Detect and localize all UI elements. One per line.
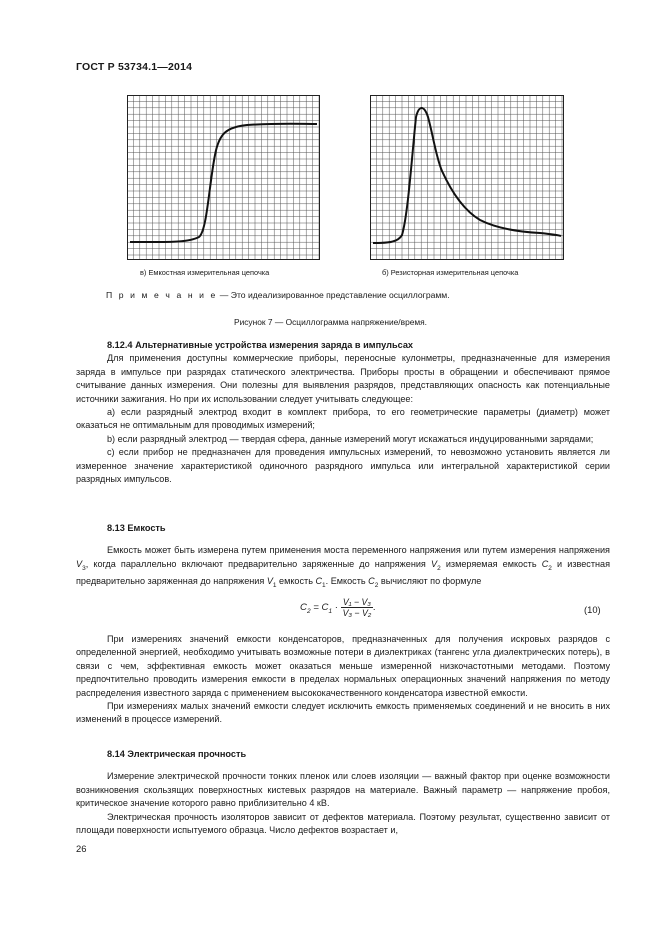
formula-10: $C_2 = C_1$ · $\frac{\text{V₁ − V₃}}{\text{V₃ − V₂}}$ .	[300, 597, 376, 618]
list-item-c: с) если прибор не предназначен для проведения импульсных измерений, то невозможно установить является ли измеренное значение характеристикой одиночного разрядного импульса или интегральной характеристикой серии разрядных импульсов.	[76, 447, 610, 485]
section-8-14	[76, 748, 610, 837]
figure-title: Рисунок 7 — Осциллограмма напряжение/время.	[233, 317, 428, 327]
section-heading-8-12-4: 8.12.4 Альтернативные устройства измерения заряда в импульсах	[107, 340, 414, 350]
list-item-b: b) если разрядный электрод — твердая сфера, данные измерений могут искажаться индуцированными зарядами;	[107, 433, 594, 444]
page-number: 26	[76, 843, 87, 854]
section-heading-8-13: 8.13 Емкость	[107, 523, 166, 533]
formula-fraction: $\frac{\text{V₁ − V₃}}{\text{V₃ − V₂}}$	[342, 597, 372, 618]
document-header: ГОСТ Р 53734.1—2014	[76, 61, 193, 73]
figure-note	[106, 290, 450, 300]
equation-number: (10)	[584, 604, 601, 615]
section-8-13-continued	[76, 633, 610, 727]
section-8-13	[76, 522, 610, 592]
capacitive-curve	[130, 124, 317, 242]
paragraph: Измерение электрической прочности тонких пленок или слоев изоляции — важный фактор при оценке возможности возникновения скользящих поверхностных кистевых разрядов на материале. Важный параметр — напряжение пробоя, критическое значение которого равно приблизительно 4 кВ.	[76, 771, 610, 809]
paragraph: Электрическая прочность изоляторов зависит от дефектов материала. Поэтому результат, существенно зависит от площади поверхности испытуемого образца. Число дефектов возрастает и,	[76, 811, 610, 836]
section-heading-8-14: 8.14 Электрическая прочность	[107, 749, 247, 759]
figure-caption-left: в) Емкостная измерительная цепочка	[140, 268, 270, 277]
paragraph: При измерениях малых значений емкости следует исключить емкость применяемых соединений и не вносить в них изменений в процессе измерений.	[76, 701, 610, 725]
paragraph: Для применения доступны коммерческие приборы, переносные кулонметры, предназначенные для измерения заряда в импульсе при разрядах статического электричества. Приборы просты в обращении и обеспечивают прямое считывание данных измерения. Они полезны для выявления разрядов, представляющих опасность как потенциальные источники зажигания. Но при их использовании следует учитывать следующее:	[76, 353, 610, 404]
oscillogram-capacitive	[127, 95, 320, 260]
paragraph: Емкость может быть измерена путем применения моста переменного напряжения или путем измерения напряжения $V_3$, когда параллельно включают предварительно заряженные до напряжения $V_2$ измеряемая емкость $C_2$ и известная предварительно заряженная до напряжения $V_1$ емкость $C_1$. Емкость $C_2$ вычисляют по формуле	[76, 545, 610, 589]
figure-caption-right: б) Резисторная измерительная цепочка	[382, 268, 519, 277]
paragraph: При измерениях значений емкости конденсаторов, предназначенных для получения искровых разрядов с определенной энергией, необходимо учитывать возможные потери в диэлектриках (тангенс угла диэлектрических потерь), в связи с чем, эффективная емкость может оказаться меньше измеренной низкочастотными методами. Поэтому предпочтительно проводить измерения емкости в пределах нормальных операционных значений напряжения по методу распределения известного заряда с применением высококачественного конденсатора известной емкости.	[76, 634, 610, 698]
note-text: — Это идеализированное представление осциллограмм.	[217, 290, 450, 300]
list-item-a: а) если разрядный электрод входит в комплект прибора, то его геометрические параметры (диаметр) может оказаться не оптимальным для проводимых измерений;	[76, 407, 610, 431]
note-label: П р и м е ч а н и е	[106, 290, 218, 300]
oscillogram-resistive	[370, 95, 564, 260]
section-8-12-4	[76, 339, 610, 486]
